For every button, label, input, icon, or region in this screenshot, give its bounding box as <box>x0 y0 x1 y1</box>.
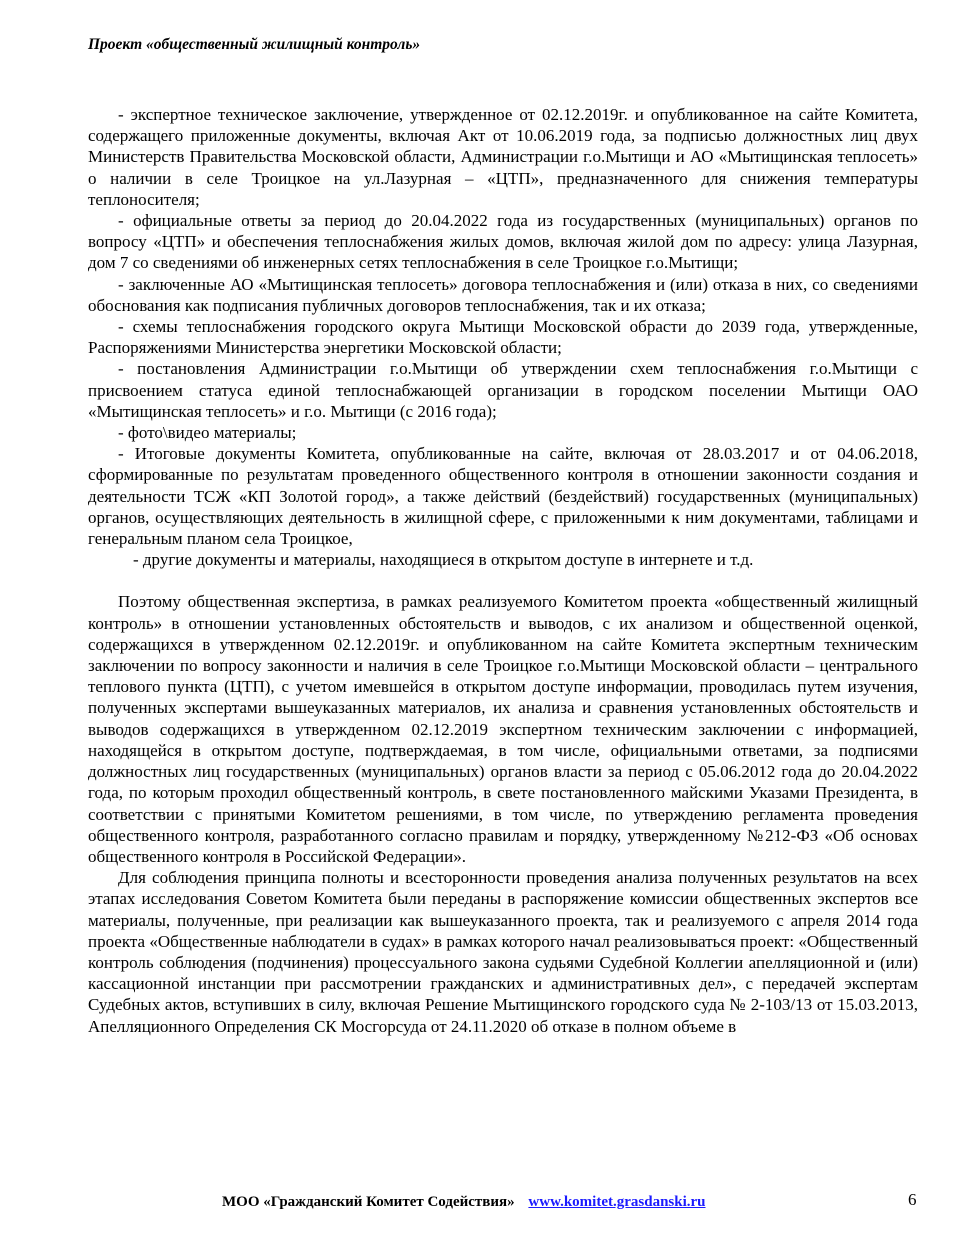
footer-website-link[interactable]: www.komitet.grasdanski.ru <box>528 1194 706 1210</box>
bullet-item: - экспертное техническое заключение, утвержденное от 02.12.2019г. и опубликованное на сайте Комитета, содержащего приложенные документы, включая Акт от 10.06.2019 года, за подписью должностных лиц двух Министерств Правительства Московской области, Администрации г.о.Мытищи и АО «Мытищинская теплосеть» о наличии в селе Троицкое на ул.Лазурная – «ЦТП», предназначенного для снижения температуры теплоносителя; <box>88 105 918 209</box>
bullet-item: - другие документы и материалы, находящиеся в открытом доступе в интернете и т.д. <box>133 550 754 570</box>
spacer <box>88 570 918 591</box>
footer-organization: МОО «Гражданский Комитет Содействия» <box>222 1194 515 1210</box>
page-number: 6 <box>908 1190 917 1209</box>
bullet-item: - официальные ответы за период до 20.04.2022 года из государственных (муниципальных) органов по вопросу «ЦТП» и обеспечения теплоснабжения жилых домов, включая жилой дом по адресу: улица Лазурная, дом 7 со сведениями об инженерных сетях теплоснабжения в селе Троицкое г.о.Мытищи; <box>88 211 918 273</box>
bullet-item: - схемы теплоснабжения городского округа Мытищи Московской обрасти до 2039 года, утвержденные, Распоряжениями Министерства энергетики Московской области; <box>88 317 918 358</box>
bullet-item: - заключенные АО «Мытищинская теплосеть» договора теплоснабжения и (или) отказа в них, со сведениями обоснования как подписания публичных договоров теплоснабжения, так и их отказа; <box>88 274 918 315</box>
bullet-item: - фото\видео материалы; <box>118 423 297 443</box>
page-header: Проект «общественный жилищный контроль» <box>88 36 421 53</box>
page-footer <box>222 1194 706 1211</box>
document-body <box>88 104 918 1037</box>
body-paragraph: Поэтому общественная экспертиза, в рамках реализуемого Комитетом проекта «общественный жилищный контроль» в отношении установленных обстоятельств и выводов, с их анализом и общественной оценкой, содержащихся в утвержденном 02.12.2019г. и опубликованном на сайте Комитета экспертным техническим заключении по вопросу законности и наличия в селе Троицкое г.о.Мытищи Московской области – центрального теплового пункта (ЦТП), с учетом имевшейся в открытом доступе информации, проводилась путем изучения, полученных экспертами вышеуказанных материалов, их анализа и сравнения установленных обстоятельств и выводов содержащихся в утвержденном 02.12.2019 экспертном техническим заключении с информацией, находящейся в открытом доступе, подтверждаемая, в том числе, официальными ответами, за подписями должностных лиц государственных (муниципальных) органов власти за период с 05.06.2012 года до 20.04.2022 года, по которым проходил общественный контроль, в свете постановленного майскими Указами Президента, в соответствии с принятыми Комитетом решениями, в том числе, по утверждению регламента проведения общественного контроля, разработанного согласно правилам и порядку, утвержденному №212-ФЗ «Об основах общественного контроля в Российской Федерации». <box>88 592 918 866</box>
bullet-item: - Итоговые документы Комитета, опубликованные на сайте, включая от 28.03.2017 и от 04.06.2018, сформированные по результатам проведенного общественного контроля в отношении законности создания и деятельности ТСЖ «КП Золотой город», а также действий (бездействий) государственных (муниципальных) органов, осуществляющих деятельность в жилищной сфере, с приложенными к ним документами, таблицами и генеральным планом села Троицкое, <box>88 444 918 549</box>
body-paragraph: Для соблюдения принципа полноты и всесторонности проведения анализа полученных результатов на всех этапах исследования Советом Комитета были переданы в распоряжение комиссии общественных экспертов все материалы, полученные, при реализации как вышеуказанного проекта, так и реализуемого с апреля 2014 года проекта «Общественные наблюдатели в судах» в рамках которого начал реализовываться проект: «Общественный контроль соблюдения (подчинения) процессуального закона судьями Судебной Коллегии апелляционной и (или) кассационной инстанции при рассмотрении гражданских и административных дел», с передачей экспертам Судебных актов, вступивших в силу, включая Решение Мытищинского городского суда № 2-103/13 от 15.03.2013, Апелляционного Определения СК Мосгорсуда от 24.11.2020 об отказе в полном объеме в <box>88 868 918 1036</box>
bullet-item: - постановления Администрации г.о.Мытищи об утверждении схем теплоснабжения г.о.Мытищи с присвоением статуса единой теплоснабжающей организации в городском поселении Мытищи ОАО «Мытищинская теплосеть» и г.о. Мытищи (с 2016 года); <box>88 359 918 421</box>
